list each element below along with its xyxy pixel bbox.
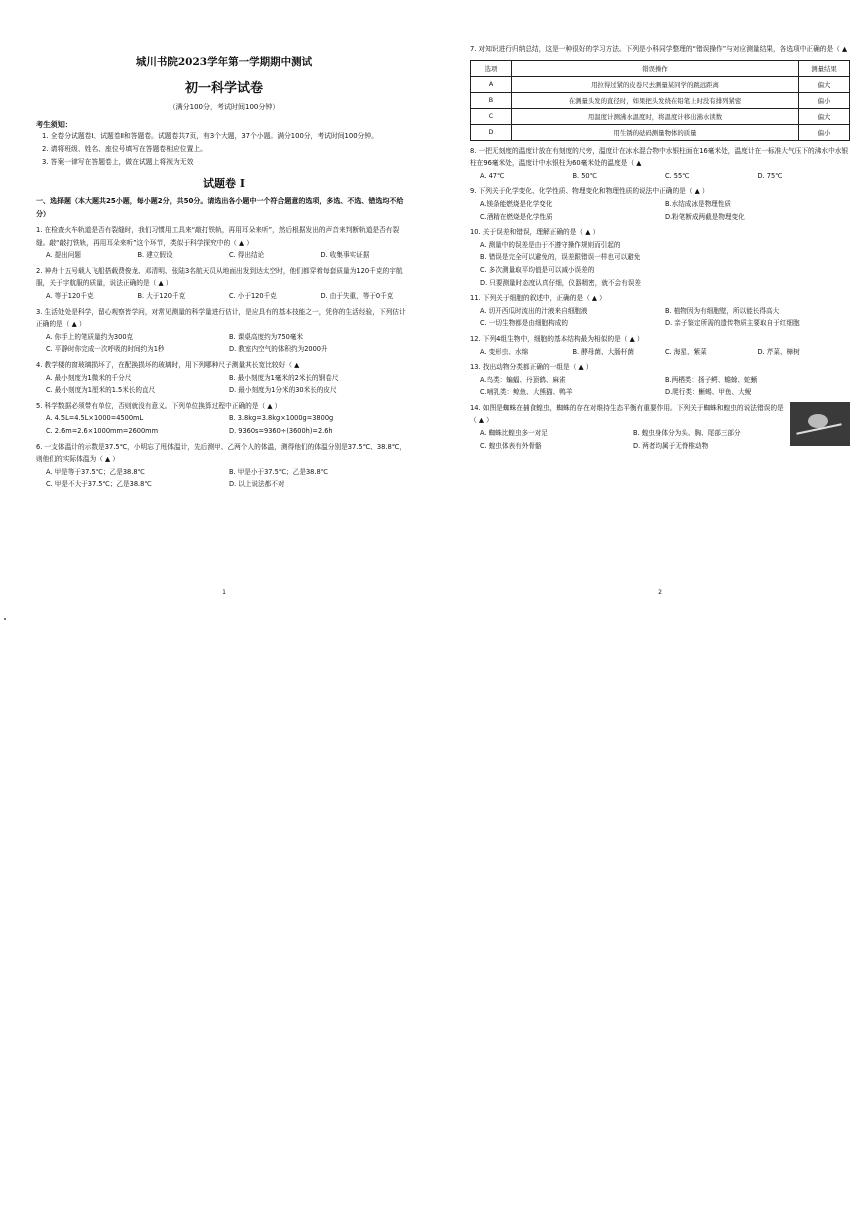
question-stem: 10. 关于误差和错误，理解正确的是（ ▲ ）	[470, 228, 600, 237]
answer-option: C.哺乳类：鲸鱼、大熊猫、鸭羊	[480, 388, 573, 397]
answer-options	[36, 412, 412, 437]
answer-option: A. 你手上的笔质量约为300克	[46, 332, 134, 341]
answer-option: D. 收集事实证据	[320, 251, 370, 260]
answer-option: B. 最小刻度为1毫米的2米长的钢卷尺	[229, 373, 339, 382]
answer-option: C. 多次测量取平均值是可以减小误差的	[480, 265, 595, 274]
answer-option: B. 50℃	[572, 171, 598, 180]
answer-options	[470, 305, 850, 330]
question-item	[470, 361, 850, 399]
answer-option: C. 得出结论	[229, 251, 265, 260]
answer-option: D. 以上说法都不对	[229, 480, 285, 489]
answer-option: B. 大于120千克	[137, 291, 186, 300]
answer-option: C. 一切生物都是由细胞构成的	[480, 319, 568, 328]
answer-option: C. 甲是不大于37.5℃；乙是38.8℃	[46, 480, 152, 489]
answer-options	[470, 239, 850, 289]
question-item	[36, 441, 412, 491]
answer-option: D. 两者均属于无脊椎动物	[633, 441, 709, 450]
table-row	[471, 108, 850, 124]
table-header-row	[471, 60, 850, 76]
question-stem: 8. 一把无刻度的温度计放在有刻度的尺旁，温度计在冰水混合物中水银柱面在16毫米处，温度计在一标准大气压下的沸水中水银柱在96毫米处，温度计中水银柱为60毫米处的温度是（ ▲	[470, 146, 849, 168]
table-cell: 偏大	[799, 76, 850, 92]
answer-option: A. 测量中的误差是由于不遵守操作规则而引起的	[480, 240, 621, 249]
question-item	[470, 145, 850, 183]
answer-options	[36, 466, 412, 491]
table-row	[471, 92, 850, 108]
table-row	[471, 76, 850, 92]
table-header: 测量结果	[799, 60, 850, 76]
answer-option: A. 最小刻度为1微米的千分尺	[46, 373, 132, 382]
table-cell: 偏大	[799, 108, 850, 124]
answer-option: B. 甲是小于37.5℃；乙是38.8℃	[229, 467, 329, 476]
answer-option: D. 由于失重，等于0千克	[320, 291, 394, 300]
table-cell: B	[471, 92, 512, 108]
exam-page-2	[470, 40, 850, 600]
table-cell: 用生锈的砝码测量物体的质量	[512, 124, 799, 140]
answer-option: A. 等于120千克	[46, 291, 94, 300]
question-item	[36, 224, 412, 262]
spider-catching-locust-photo	[790, 402, 850, 446]
answer-option: D. 75℃	[757, 171, 783, 180]
error-operation-table	[470, 60, 850, 141]
exam-title: 初一科学试卷	[184, 81, 263, 96]
answer-option: A. 甲是等于37.5℃；乙是38.8℃	[46, 467, 145, 476]
question-stem: 5. 科学数据必须带有单位，否则就没有意义。下列单位换算过程中正确的是（ ▲ ）	[36, 401, 282, 410]
part-one-heading: 一、选择题（本大题共25小题，每小题2分，共50分。请选出各小题中一个符合题意的选项，多选、不选、错选均不给分）	[36, 197, 404, 218]
answer-option: D. 教室内空气的体积约为2000升	[229, 345, 328, 354]
page-number: 2	[658, 589, 662, 596]
answer-option: B.两栖类：扬子鳄、蟾蜍、蛇蜥	[665, 375, 758, 384]
question-stem: 9. 下列关于化学变化、化学性质、物理变化和物理性质的说法中正确的是（ ▲ ）	[470, 187, 709, 196]
question-item	[36, 400, 412, 438]
question-list	[470, 145, 850, 453]
page-number: 1	[222, 589, 226, 596]
question-item	[36, 359, 412, 397]
question-stem: 11. 下列关于细胞的叙述中，正确的是（ ▲ ）	[470, 294, 606, 303]
notice-item: 3. 答案一律写在答题卷上，做在试题上将视为无效	[42, 158, 194, 166]
question-7-stem: 7. 对知识进行归纳总结，这是一种很好的学习方法。下列是小科同学整理的“错误操作”与对应测量结果，各选项中正确的是（ ▲	[470, 45, 848, 53]
question-stem: 13. 找出动物分类都正确的一组是（ ▲ ）	[470, 363, 593, 372]
answer-option: A. 切开西瓜时流出的汁液来自细胞液	[480, 306, 588, 315]
answer-option: C.酒精在燃烧是化学性质	[480, 212, 553, 221]
table-cell: 在测量头发的直径时，如果把头发绕在铅笔上时没有排列紧密	[512, 92, 799, 108]
question-list	[36, 224, 412, 491]
school-title: 城川书院2023学年第一学期期中测试	[135, 56, 313, 68]
question-item	[470, 292, 850, 330]
answer-option: D.爬行类：蜥蜴、甲鱼、大鲵	[665, 388, 752, 397]
answer-option: A. 提出问题	[46, 251, 81, 260]
table-cell: D	[471, 124, 512, 140]
question-stem: 3. 生活处处是科学，留心观察皆学问，对常见测量的科学量进行估计，是应具有的基本技能之一，凭你的生活经验，下列估计正确的是（ ▲ ）	[36, 307, 406, 329]
question-stem: 12. 下列4组生物中，细胞的基本结构最为相似的是（ ▲ ）	[470, 334, 644, 343]
answer-option: A. 4.5L=4.5L×1000=4500mL	[46, 414, 144, 423]
answer-options	[36, 372, 412, 397]
notice-item: 2. 请将班级、姓名、座位号填写在答题卷相应位置上。	[42, 145, 207, 153]
answer-option: A. 变形虫、水绵	[480, 347, 529, 356]
answer-option: C. 海星、紫菜	[665, 347, 707, 356]
table-header: 错误操作	[512, 60, 799, 76]
answer-option: D. 芹菜、樟树	[757, 347, 800, 356]
table-cell: 用温度计测沸水温度时，将温度计移出沸水读数	[512, 108, 799, 124]
answer-option: B. 蝗虫身体分为头、胸、尾部三部分	[633, 429, 741, 438]
table-cell: 偏小	[799, 92, 850, 108]
answer-option: D. 最小刻度为1分米的30米长的皮尺	[229, 386, 337, 395]
answer-option: D. 亲子鉴定所需的遗传物质主要取自于红细胞	[665, 319, 800, 328]
answer-option: B. 酵母菌、大肠杆菌	[572, 347, 634, 356]
answer-option: C. 平静时你完成一次呼吸的时间约为1秒	[46, 345, 165, 354]
answer-option: C. 小于120千克	[229, 291, 277, 300]
section-title: 试题卷 I	[203, 177, 245, 190]
notice-heading: 考生须知：	[36, 120, 72, 129]
table-cell: 偏小	[799, 124, 850, 140]
answer-option: D.粉笔断成两截是物理变化	[665, 212, 745, 221]
answer-option: A. 蜘蛛比蝗虫多一对足	[480, 429, 548, 438]
answer-options	[470, 374, 850, 399]
score-line: （满分100分，考试时间100分钟）	[168, 103, 280, 111]
answer-option: A.镁条能燃烧是化学变化	[480, 199, 553, 208]
notice-item: 1. 全卷分试题卷Ⅰ、试题卷Ⅱ和答题卷。试题卷共7页，有3个大题，37个小题。满分100分，考试时间100分钟。	[42, 132, 378, 140]
table-cell: A	[471, 76, 512, 92]
answer-option: A.鸟类：蝙蝠、丹顶鹤、麻雀	[480, 375, 566, 384]
table-row	[471, 124, 850, 140]
question-item	[470, 185, 850, 223]
notice-list	[36, 130, 412, 169]
answer-options	[470, 170, 850, 183]
answer-option: B. 3.8kg=3.8kg×1000g=3800g	[229, 414, 334, 423]
answer-option: B. 错误是完全可以避免的，误差跟错误一样也可以避免	[480, 253, 641, 262]
answer-option: C. 2.6m=2.6×1000mm=2600mm	[46, 426, 159, 435]
question-stem: 6. 一支体温计的示数是37.5℃，小明忘了甩体温计，先后测甲、乙两个人的体温，测得他们的体温分别是37.5℃、38.8℃，则他们的实际体温为（ ▲ ）	[36, 442, 406, 464]
answer-option: C. 55℃	[665, 171, 690, 180]
exam-page-1	[36, 40, 412, 600]
question-stem: 14. 如图是蜘蛛在捕食蝗虫，蜘蛛的存在对维持生态平衡有重要作用。下列关于蜘蛛和蝗虫的说法错误的是（ ▲ ）	[470, 403, 784, 425]
answer-options	[470, 198, 850, 223]
answer-options	[36, 290, 412, 303]
question-item	[470, 402, 850, 452]
answer-option: B.水结成冰是物理性质	[665, 199, 731, 208]
answer-options	[36, 249, 412, 262]
question-stem: 2. 神舟十五号载人飞船搭载费俊龙、邓清明、张陆3名航天员从地面出发到达太空时，他们都穿着每套质量为120千克的宇航服，关于宇航服的质量，说法正确的是（ ▲ ）	[36, 266, 403, 288]
answer-options	[470, 427, 786, 452]
answer-option: A. 47℃	[480, 171, 505, 180]
scan-speck	[4, 618, 6, 620]
answer-option: B. 课桌高度约为750毫米	[229, 332, 304, 341]
answer-option: D. 9360s=9360÷(3600h)=2.6h	[229, 426, 333, 435]
answer-option: D. 只要测量时态度认真仔细，仪器精密，就不会有误差	[480, 278, 641, 287]
answer-option: B. 植物因为有细胞壁，所以能长得高大	[665, 306, 780, 315]
table-cell: C	[471, 108, 512, 124]
question-item	[36, 306, 412, 356]
question-item	[470, 226, 850, 289]
answer-option: C. 蝗虫体表有外骨骼	[480, 441, 542, 450]
answer-option: B. 建立假设	[137, 251, 173, 260]
table-header: 选项	[471, 60, 512, 76]
question-item	[470, 333, 850, 358]
question-stem: 4. 教学楼的窗玻璃损坏了，在配换损坏的玻璃时，用下列哪种尺子测量其长宽比较好（ ▲	[36, 360, 300, 369]
answer-options	[470, 346, 850, 359]
answer-option: C. 最小刻度为1厘米的1.5米长的直尺	[46, 386, 156, 395]
question-stem: 1. 在检查火车轨道是否有裂缝时，我们习惯用工具来“敲打铁轨，再用耳朵来听”，然后根据发出的声音来判断轨道是否有裂缝。敲“敲打铁轨，再用耳朵来听”这个环节，类似于科学探究中的（ ▲ ）	[36, 226, 400, 247]
table-cell: 用拉得过紧的皮卷尺去测量某同学的跳远距离	[512, 76, 799, 92]
question-item	[36, 265, 412, 303]
answer-options	[36, 331, 412, 356]
